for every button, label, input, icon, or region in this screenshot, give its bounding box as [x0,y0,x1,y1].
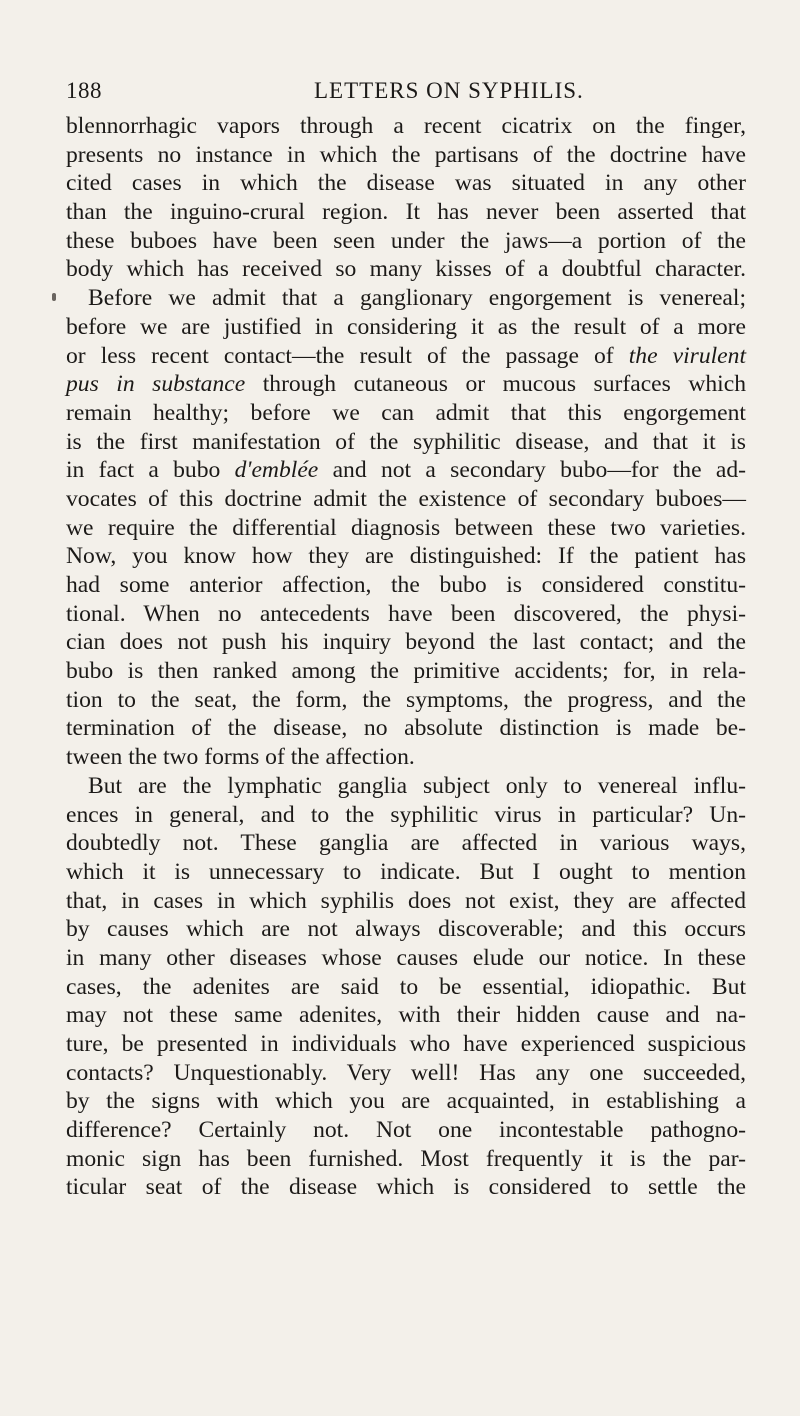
text-line: may not these same adenites, with their hidden cause and na- [66,1002,746,1029]
text-line: in many other diseases whose causes elude our notice. In these [66,944,746,971]
text-line: remain healthy; before we can admit that this engorgement [66,399,746,426]
text-line: cases, the adenites are said to be essential, idiopathic. But [66,973,746,1000]
text-line: body which has received so many kisses of a doubtful character. [66,256,746,283]
text-line: by the signs with which you are acquainted, in establishing a [66,1088,746,1115]
text-line: we require the differential diagnosis between these two varieties. [66,514,746,541]
text-line: difference? Certainly not. Not one incontestable pathogno- [66,1117,746,1144]
text-line: had some anterior affection, the bubo is considered constitu- [66,572,746,598]
text-line: ticular seat of the disease which is considered to settle the [66,1174,746,1201]
text-line: contacts? Unquestionably. Very well! Has any one succeeded, [66,1059,746,1086]
text-line: than the inguino-crural region. It has never been asserted that [66,199,746,226]
text-line: ture, be presented in individuals who have experienced suspicious [66,1031,746,1057]
text-line: by causes which are not always discoverable; and this occurs [66,916,746,943]
text-line: blennorrhagic vapors through a recent cicatrix on the finger, [66,113,746,139]
text-line: in fact a bubo d'emblée and not a secondary bubo—for the ad- [66,457,746,484]
text-line: Now, you know how they are distinguished: If the patient has [66,543,746,570]
text-line: is the first manifestation of the syphilitic disease, and that it is [66,428,746,455]
text-line: doubtedly not. These ganglia are affected in various ways, [66,830,746,857]
text-line: cited cases in which the disease was situated in any other [66,170,746,197]
text-line: But are the lymphatic ganglia subject only to venereal influ- [88,772,746,799]
running-head [66,78,740,108]
text-line: pus in substance through cutaneous or mucous surfaces which [66,371,746,398]
text-line: ences in general, and to the syphilitic virus in particular? Un- [66,801,746,828]
text-line: before we are justified in considering it as the result of a more [66,313,746,340]
print-speck [52,293,56,301]
body-text [66,112,746,1202]
text-line: which it is unnecessary to indicate. But I ought to mention [66,858,746,885]
text-line: that, in cases in which syphilis does not exist, they are affected [66,887,746,914]
text-line: cian does not push his inquiry beyond the last contact; and the [66,629,746,656]
text-line: tional. When no antecedents have been discovered, the physi- [66,600,746,627]
text-line: tween the two forms of the affection. [66,744,415,771]
text-line: Before we admit that a ganglionary engorgement is venereal; [88,285,746,312]
text-line: these buboes have been seen under the jaws—a portion of the [66,227,746,254]
text-line: vocates of this doctrine admit the existence of secondary buboes— [66,485,746,512]
text-line: monic sign has been furnished. Most frequently it is the par- [66,1145,746,1172]
text-line: termination of the disease, no absolute distinction is made be- [66,715,746,742]
running-title: LETTERS ON SYPHILIS. [314,78,584,103]
text-line: tion to the seat, the form, the symptoms, the progress, and the [66,686,746,713]
text-line: bubo is then ranked among the primitive accidents; for, in rela- [66,658,746,685]
page-number: 188 [66,78,102,103]
text-line: or less recent contact—the result of the passage of the virulent [66,342,747,369]
text-line: presents no instance in which the partisans of the doctrine have [66,141,746,168]
